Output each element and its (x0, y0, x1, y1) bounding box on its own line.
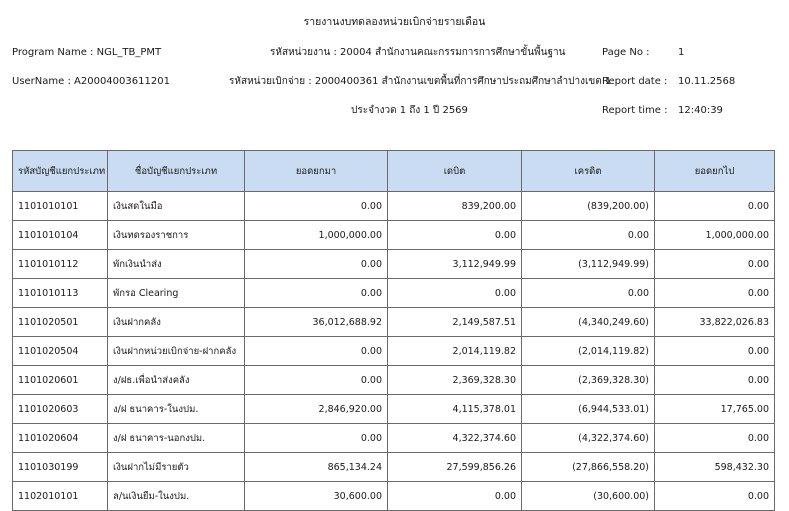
credit: (2,369,328.30) (522, 366, 655, 395)
page-no-label: Page No : (602, 47, 650, 58)
credit: (30,600.00) (522, 482, 655, 511)
account-name: เงินสดในมือ (108, 192, 245, 221)
debit: 27,599,856.26 (388, 453, 522, 482)
table-row (13, 424, 775, 453)
credit: (27,866,558.20) (522, 453, 655, 482)
balance-carried: 0.00 (655, 192, 775, 221)
program-name: Program Name : NGL_TB_PMT (12, 47, 162, 58)
balance-forward: 0.00 (245, 279, 388, 308)
account-name: พักรอ Clearing (108, 279, 245, 308)
balance-carried: 0.00 (655, 366, 775, 395)
balance-forward: 2,846,920.00 (245, 395, 388, 424)
balance-forward: 0.00 (245, 424, 388, 453)
balance-forward: 0.00 (245, 337, 388, 366)
credit: (2,014,119.82) (522, 337, 655, 366)
account-name: ง/ฝ ธนาคาร-นอกงปม. (108, 424, 245, 453)
account-name: ง/ฝ ธนาคาร-ในงปม. (108, 395, 245, 424)
debit: 2,014,119.82 (388, 337, 522, 366)
debit: 0.00 (388, 279, 522, 308)
report-time-value: 12:40:39 (678, 105, 723, 116)
account-code: 1102010101 (13, 482, 108, 511)
account-name: เงินทดรองราชการ (108, 221, 245, 250)
disbursing-unit: รหัสหน่วยเบิกจ่าย : 2000400361 สำนักงานเขตพื้นที่การศึกษาประถมศึกษาลำปางเขต 1 (229, 76, 612, 87)
balance-carried: 0.00 (655, 424, 775, 453)
credit: (839,200.00) (522, 192, 655, 221)
credit: (4,340,249.60) (522, 308, 655, 337)
debit: 4,322,374.60 (388, 424, 522, 453)
balance-forward: 36,012,688.92 (245, 308, 388, 337)
debit: 4,115,378.01 (388, 395, 522, 424)
account-name: เงินฝากไม่มีรายตัว (108, 453, 245, 482)
account-name: เงินฝากคลัง (108, 308, 245, 337)
account-code: 1101020501 (13, 308, 108, 337)
report-period: ประจำงวด 1 ถึง 1 ปี 2569 (351, 105, 468, 116)
header-account-name: ชื่อบัญชีแยกประเภท (108, 151, 245, 192)
debit: 0.00 (388, 482, 522, 511)
table-row (13, 337, 775, 366)
balance-carried: 0.00 (655, 250, 775, 279)
account-code: 1101020601 (13, 366, 108, 395)
credit: 0.00 (522, 279, 655, 308)
header-account-code: รหัสบัญชีแยกประเภท (13, 151, 108, 192)
trial-balance-table (12, 150, 775, 511)
debit: 0.00 (388, 221, 522, 250)
account-name: เงินฝากหน่วยเบิกจ่าย-ฝากคลัง (108, 337, 245, 366)
account-code: 1101010112 (13, 250, 108, 279)
account-name: พักเงินนำส่ง (108, 250, 245, 279)
credit: 0.00 (522, 221, 655, 250)
account-name: ง/ฝธ.เพื่อนำส่งคลัง (108, 366, 245, 395)
balance-forward: 0.00 (245, 250, 388, 279)
credit: (6,944,533.01) (522, 395, 655, 424)
account-code: 1101020504 (13, 337, 108, 366)
credit: (3,112,949.99) (522, 250, 655, 279)
report-date-value: 10.11.2568 (678, 76, 736, 87)
debit: 2,149,587.51 (388, 308, 522, 337)
account-code: 1101020604 (13, 424, 108, 453)
balance-carried: 33,822,026.83 (655, 308, 775, 337)
table-row (13, 279, 775, 308)
username: UserName : A20004003611201 (12, 76, 170, 87)
table-row (13, 395, 775, 424)
debit: 2,369,328.30 (388, 366, 522, 395)
report-date-label: Report date : (602, 76, 668, 87)
header-credit: เครดิต (522, 151, 655, 192)
table-row (13, 221, 775, 250)
table-row (13, 308, 775, 337)
table-row (13, 192, 775, 221)
balance-carried: 0.00 (655, 482, 775, 511)
balance-forward: 865,134.24 (245, 453, 388, 482)
balance-forward: 0.00 (245, 366, 388, 395)
account-name: ล/นเงินยืม-ในงปม. (108, 482, 245, 511)
page-no-value: 1 (678, 47, 685, 58)
account-code: 1101010101 (13, 192, 108, 221)
account-code: 1101030199 (13, 453, 108, 482)
balance-carried: 0.00 (655, 279, 775, 308)
balance-carried: 1,000,000.00 (655, 221, 775, 250)
report-title: รายงานงบทดลองหน่วยเบิกจ่ายรายเดือน (303, 16, 486, 28)
report-time-label: Report time : (602, 105, 668, 116)
header-balance-forward: ยอดยกมา (245, 151, 388, 192)
balance-carried: 17,765.00 (655, 395, 775, 424)
balance-forward: 1,000,000.00 (245, 221, 388, 250)
header-debit: เดบิต (388, 151, 522, 192)
credit: (4,322,374.60) (522, 424, 655, 453)
balance-forward: 0.00 (245, 192, 388, 221)
table-row (13, 366, 775, 395)
agency-code: รหัสหน่วยงาน : 20004 สำนักงานคณะกรรมการการศึกษาขั้นพื้นฐาน (270, 47, 566, 58)
balance-carried: 0.00 (655, 337, 775, 366)
table-row (13, 250, 775, 279)
table-row (13, 482, 775, 511)
debit: 839,200.00 (388, 192, 522, 221)
balance-forward: 30,600.00 (245, 482, 388, 511)
account-code: 1101010113 (13, 279, 108, 308)
table-header-row (13, 151, 775, 192)
account-code: 1101020603 (13, 395, 108, 424)
table-row (13, 453, 775, 482)
balance-carried: 598,432.30 (655, 453, 775, 482)
header-balance-carried: ยอดยกไป (655, 151, 775, 192)
debit: 3,112,949.99 (388, 250, 522, 279)
account-code: 1101010104 (13, 221, 108, 250)
